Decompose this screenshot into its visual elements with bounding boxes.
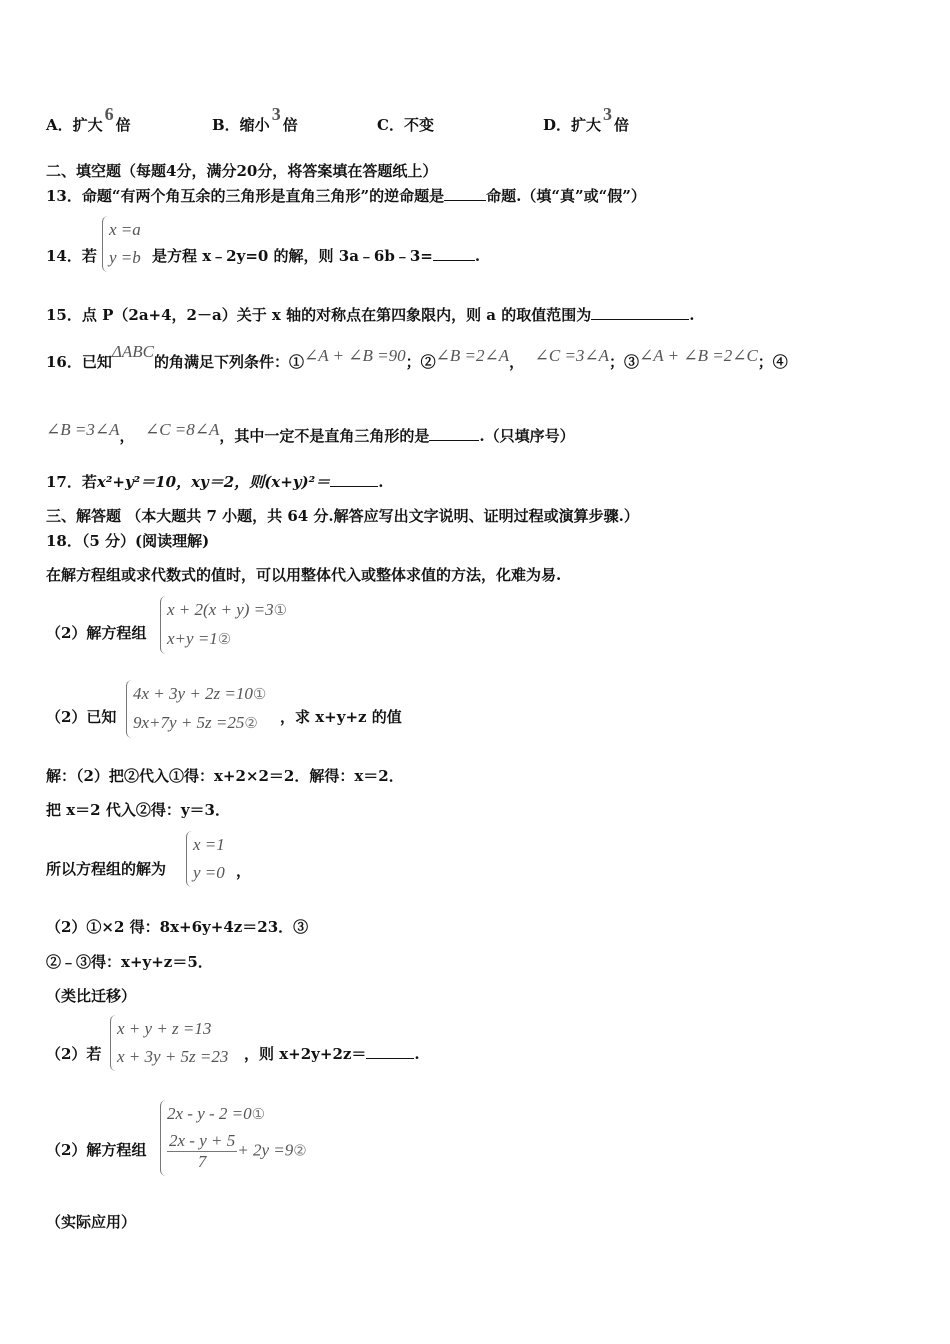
p1-circle1: ①	[273, 603, 288, 619]
p3-blank	[366, 1058, 414, 1059]
question-16-line1	[46, 342, 788, 372]
q16-cond2b: ∠C =3∠A	[534, 346, 610, 365]
q16-sep1: ；②	[405, 353, 436, 371]
q16-cond1: ∠A + ∠B =90	[303, 346, 406, 365]
q14-end: .	[474, 247, 481, 265]
p2-system	[126, 680, 266, 738]
sol3-system	[186, 831, 225, 887]
p2-circle2: ②	[244, 716, 258, 732]
question-16-line2	[46, 420, 575, 446]
p4-eq1-row	[167, 1100, 307, 1129]
q16-cond4b: ∠C =8∠A	[144, 420, 220, 439]
q16-end: .（只填序号）	[479, 427, 575, 445]
option-a-num: 6	[104, 104, 114, 124]
sol3-eq2: y =0	[193, 863, 225, 882]
option-d-num: 3	[603, 104, 613, 124]
p1-system	[160, 596, 287, 654]
q16-sep5: ，	[119, 427, 135, 445]
p4-circle2: ②	[293, 1143, 307, 1160]
p1-circle2: ②	[217, 632, 232, 648]
q14-rest	[152, 246, 480, 266]
solution-line4: （2）①×2 得：8x+6y+4z＝23．③	[46, 918, 309, 936]
p3-rest	[244, 1044, 420, 1064]
q16-mid: 的角满足下列条件：①	[153, 353, 304, 371]
solution-line1: 解：（2）把②代入①得：x+2×2＝2．解得：x＝2．	[46, 767, 404, 785]
q14-system	[102, 216, 141, 272]
p3-tail: ，则 x+2y+2z＝	[244, 1045, 367, 1063]
option-b	[212, 104, 298, 135]
p1-eq2-row	[167, 625, 287, 654]
p4-numerator: 2x - y + 5	[169, 1131, 236, 1150]
option-c	[377, 114, 434, 135]
p4-label: （2）解方程组	[46, 1141, 147, 1159]
q16-triangle: ΔABC	[111, 342, 154, 361]
p2-eq1-row	[133, 680, 266, 709]
q16-cond2: ∠B =2∠A	[435, 346, 510, 365]
q14-eq1: x =a	[109, 220, 141, 239]
section2-heading: 二、填空题（每题4分，满分20分，将答案填在答题纸上）	[46, 162, 438, 180]
option-b-tail: 倍	[282, 116, 298, 134]
q17-expr: x²+y²＝10，xy＝2，则(x+y)²＝	[96, 473, 331, 491]
q13-text: 13．命题“有两个角互余的三角形是直角三角形”的逆命题是	[46, 187, 445, 205]
section3-heading: 三、解答题 （本大题共 7 小题，共 64 分.解答应写出文字说明、证明过程或演算步骤.）	[46, 507, 639, 525]
q13-blank	[444, 200, 486, 201]
q16-post: ，其中一定不是直角三角形的是	[219, 427, 430, 445]
question-17	[46, 472, 383, 492]
q15-text: 15．点 P（2a+4，2－a）关于 x 轴的对称点在第四象限内，则 a 的取值范围为	[46, 306, 592, 324]
solution-line3-label: 所以方程组的解为	[46, 860, 167, 878]
p3-label: （2）若	[46, 1045, 102, 1063]
q16-sep4: ；④	[757, 353, 788, 371]
q16-sep2: ，	[509, 353, 525, 371]
p3-eq1: x + y + z =13	[117, 1019, 212, 1038]
question-18-heading: 18．（5 分）(阅读理解)	[46, 532, 210, 550]
q14-eq2: y =b	[109, 248, 141, 267]
p2-tail: ，求 x+y+z 的值	[280, 708, 402, 726]
solution-line2: 把 x＝2 代入②得：y＝3．	[46, 801, 230, 819]
p4-eq1: 2x - y - 2 =0	[167, 1104, 252, 1123]
option-a-tail: 倍	[115, 116, 131, 134]
option-d	[543, 104, 630, 135]
p4-circle1: ①	[251, 1107, 266, 1123]
sol3-eq1: x =1	[193, 835, 225, 854]
p3-system	[110, 1015, 228, 1071]
option-c-label: C．不变	[377, 116, 434, 134]
question-14	[46, 246, 97, 266]
p4-eq2-tail: + 2y =9	[237, 1140, 294, 1160]
practical-heading: （实际应用）	[46, 1213, 137, 1231]
p4-eq2-row	[167, 1129, 307, 1176]
question-13	[46, 186, 646, 206]
q14-pre: 14．若	[46, 247, 97, 265]
q17-end: .	[378, 473, 384, 491]
q16-cond3: ∠A + ∠B =2∠C	[639, 346, 758, 365]
q16-blank	[429, 440, 479, 441]
q16-cond4: ∠B =3∠A	[46, 420, 120, 439]
question-15	[46, 305, 694, 325]
p3-end: .	[414, 1045, 420, 1063]
p4-fraction	[167, 1131, 237, 1172]
analogy-heading: （类比迁移）	[46, 987, 137, 1005]
q16-sep3: ；③	[609, 353, 640, 371]
p2-eq1: 4x + 3y + 2z =10	[133, 684, 253, 703]
p3-eq2: x + 3y + 5z =23	[117, 1047, 229, 1066]
option-d-tail: 倍	[614, 116, 630, 134]
p2-label: （2）已知	[46, 708, 117, 726]
q13-tail: 命题.（填“真”或“假”）	[486, 187, 646, 205]
p2-eq2: 9x+7y + 5z =25	[133, 713, 245, 732]
p2-circle1: ①	[252, 687, 267, 703]
option-d-label: D．扩大	[543, 116, 602, 134]
intro-text: 在解方程组或求代数式的值时，可以用整体代入或整体求值的方法，化难为易.	[46, 566, 562, 584]
option-a	[46, 104, 131, 135]
q17-blank	[330, 486, 378, 487]
option-b-label: B．缩小	[212, 116, 270, 134]
p1-label: （2）解方程组	[46, 624, 147, 642]
q15-end: .	[689, 306, 695, 324]
p1-eq1: x + 2(x + y) =3	[167, 600, 274, 619]
p4-denominator: 7	[197, 1152, 207, 1171]
q16-pre: 16．已知	[46, 353, 112, 371]
q14-blank	[433, 260, 475, 261]
q15-blank	[591, 319, 689, 320]
p4-system	[160, 1100, 307, 1176]
sol3-tail: ，	[236, 862, 252, 880]
q14-post: 是方程 x﹣2y=0 的解，则 3a﹣6b﹣3=	[152, 247, 433, 265]
q17-pre: 17．若	[46, 473, 97, 491]
p1-eq1-row	[167, 596, 287, 625]
option-b-num: 3	[271, 104, 281, 124]
solution-line5: ②﹣③得：x+y+z＝5．	[46, 953, 213, 971]
p1-eq2: x+y =1	[167, 629, 218, 648]
option-a-label: A．扩大	[46, 116, 103, 134]
p2-eq2-row	[133, 709, 266, 738]
